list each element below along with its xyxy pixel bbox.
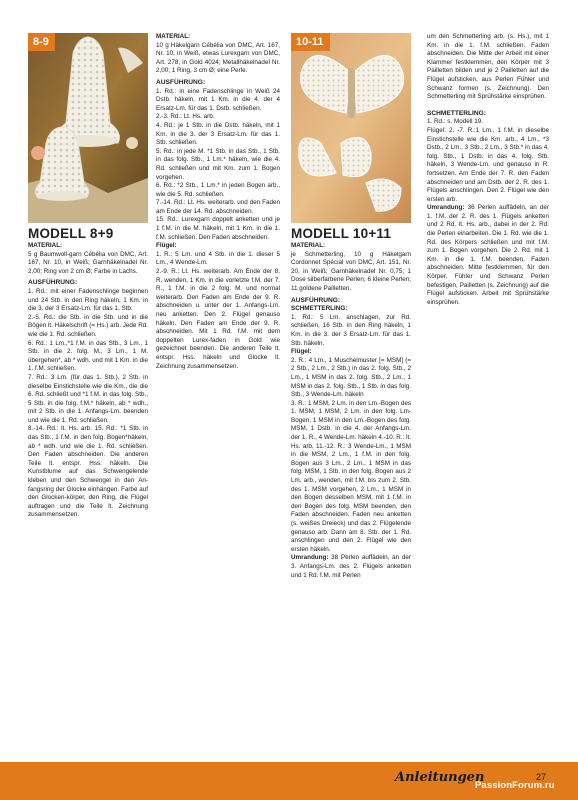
model-title: MODELL 8+9: [28, 226, 114, 241]
section-heading: MATERIAL:: [291, 242, 326, 249]
instruction-paragraph: 2.-5. Rd.: die Stb. in die Stb. und in die Bögen lt. Häkelschrift (= Hs.) arb. Jede Rd. wie die 1. Rd. schließen.: [28, 313, 148, 338]
photo-badge: 10-11: [291, 33, 330, 51]
column-1: [28, 226, 148, 520]
bells-illustration: [28, 33, 148, 223]
section-heading: MATERIAL:: [28, 242, 63, 249]
column-2: [156, 33, 280, 371]
bells-photo: [28, 33, 148, 223]
instruction-paragraph: 2.-3. Rd.: Lt. Hs. arb.: [156, 113, 215, 121]
instruction-paragraph: Flügel: 2. -7. R.:1 Lm., 1 f.M. in dieselbe Einstichstelle wie die Km. arb., 4 Lm., *3 Dstb., 2 Lm., 3 Stb., 2 Lm., 3 Stb.* in das 4. folg. Stb., 1 Dstb. in das 4. folg. Stb. häkeln, 3 Wende-Lm. und genauso in R. fortsetzen. Am Ende der 7. R. den Faden abschneiden und am Dstb. der 2. R. des 1. Flügels anschlingen. Den 2. Flügel wie den ersten arb.: [427, 126, 549, 203]
instruction-paragraph: 15. Rd.: Lurexgarn doppelt anketten und je 1 f.M. in die M. häkeln, mit 1 Km. in die 1. f.M. schließen. Den Faden abschneiden.: [156, 216, 280, 241]
model-title: MODELL 10+11: [291, 226, 392, 241]
instruction-paragraph: 1. Rd.: mit einer Fadenschlinge beginnen und 24 Stb. in den Ring häkeln, 1 Km. in die 3. der 3 Ersatz-Lm. für das 1. Stb.: [28, 287, 148, 313]
instruction-paragraph: 7. Rd.: 3 Lm. (für das 1. Stb.), 2 Stb. in dieselbe Einstichstelle wie die Km., die die 6. Rd. schließt und *1 f.M. in das folg. Stb., 5 Stb. in die folg. f.M.* häkeln, ab * wdh., mit 2 Stb. in die 1. Anfangs-Lm. beenden und wie die 1. Rd. schließen.: [28, 373, 148, 424]
column-3: [291, 226, 411, 580]
instruction-paragraph: 7.-14. Rd.: Lt. Hs. weiterarb. und den Faden am Ende der 14. Rd. abschneiden.: [156, 199, 280, 215]
material-text: 5 g Baumwoll-garn Cébélia von DMC, Art. 167, Nr. 10, in Weiß; Garnhäkelnadel Nr. 2,00; Ring von 2 cm Ø; Farbe in Lachs.: [28, 250, 148, 275]
instruction-paragraph: 2.-9. R.: Lt. Hs. weiterarb. Am Ende der 8. R. wenden, 1 Km. in die vorletzte f.M. der 7. R., 1 f.M. in die 2 folg. M. und normal weiterarb. Den Faden am Ende der 9. R. abschneiden u. unter der 1. Anfangs-Lm. neu anketten. Den 2. Flügel genauso häkeln. Den Faden am Ende der 9. R. abschneiden. Mit 1 Rd. f.M. mit dem doppelten Lurex-faden in Gold wie gezeichnet beenden. Die anderen Teile lt. entspr. Hss. häkeln und Glocke lt. Zeichnung zusammensetzen.: [156, 268, 280, 370]
instruction-paragraph: 2. R.: 4 Lm., 1 Muschelmuster [= MSM] (= 2 Stb., 2 Lm., 2 Stb.) in das 2. folg. Stb., 2 Lm., 1 MSM in das 2. folg. Stb., 2 Lm., 1 MSM in das 2. folg. Stb., 1 Stb. in das folg. Stb., 3 Wende-Lm. häkeln: [291, 356, 411, 399]
page-number: 27: [536, 772, 547, 782]
butterflies-illustration: [291, 33, 411, 223]
instruction-paragraph: 1. Rd.: 5 Lm. anschlagen, zur Rd. schließen, 16 Stb. in den Ring häkeln, 1 Km. in die 3. der 3 Ersatz-Lm. für das 1. Stb. häkeln.: [291, 313, 411, 347]
instruction-paragraph: 4. Rd.: je 1 Stb. in die Dstb. häkeln, mit 1 Km. in die 3. der 3 Ersatz-Lm. für das 1. Stb. schließen.: [156, 121, 280, 147]
instruction-paragraph: 6. Rd.: 1 Lm.,*1 f.M. in das Stb., 3 Lm., 1 Stb. in die 2. folg. M., 3 Lm., 1 M. übergehen*, ab * wdh. und mit 1 Km. in die 1. f.M. schließen.: [28, 339, 148, 373]
inline-text: 36 Perlen auffädeln, an der 1. f.M. der 2. R. des 1. Flügels anketten und 2 Rd. lt. Hs. arb., dabei in der 2. Rd. die Perlen einarbeiten. Die 1. Rd. wie die 1. Rd. des Körpers schließen und mit f.M. zum 1. Bogen vorgehen. Die 2. Rd. mit 1 Km. in die 1. f.M. beenden, Faden abschneiden. Mitte festklemmen, für den Körper, Fühler und Schwanz Perlen befestigen, Pailletten (s. Zeichnung) auf die Flügel aufsticken. Arbeit mit Sprühstärke einsprühen.: [427, 204, 549, 306]
inline-label: Umrandung:: [427, 204, 465, 212]
section-heading: AUSFÜHRUNG:: [291, 296, 341, 304]
instruction-paragraph: 1. Rd.: s. Modell 19.: [427, 118, 483, 126]
section-heading: SCHMETTERLING:: [427, 109, 486, 117]
inline-text: 38 Perlen auffädeln, an der 3. Anfangs-Lm. des 2. Flügels anketten und 1 Rd. f.M. mit Perlen: [291, 554, 411, 579]
section-heading: SCHMETTERLING:: [291, 305, 348, 313]
watermark: PassionForum.ru: [475, 780, 555, 791]
instruction-paragraph: 6. Rd.: *2 Stb., 1 Lm.* in jeden Bogen arb., wie die 5. Rd. schließen.: [156, 182, 280, 198]
material-text: je Schmetterling, 10 g Häkelgarn Cordonnet Spécial von DMC, Art. 151, Nr. 20, in Weiß; Garnhäkelnadel Nr. 0,75; 1 Dose silberfarbene Perlen; 6 kleine Perlen; 11 goldene Pailletten.: [291, 250, 411, 292]
instruction-paragraph: 8.-14. Rd.: lt. Hs. arb. 15. Rd.: *1 Stb. in das Stb., 1 f.M. in den folg. Bogen*häkeln, ab * wdh. und wie die 1. Rd. schließen. Den Faden abschneiden. Die anderen Teile lt. entspr. Hss. häkeln. Die Kunstblume auf das Schwengelende kleben und den Schwengel in den An-fangsring der Glocke einhängen. Farbe auf den Glocken-körper, den Ring, die Flügel auftragen und die Teile lt. Zeichnung zusammensetzen.: [28, 425, 148, 519]
column-4: [427, 33, 549, 307]
instruction-paragraph: 1. R.: 5 Lm. und 4 Stb. in die 1. dieser 5 Lm., 4 Wende-Lm.: [156, 250, 280, 267]
section-heading: AUSFÜHRUNG:: [156, 78, 206, 86]
butterflies-photo: [291, 33, 411, 223]
instruction-paragraph: 5. Rd.: in jede M. *1 Stb. in das Stb., 1 Stb. in das folg. Stb., 1 Lm.* häkeln, wie die 4. Rd. schließen und mit Km. zum 1. Bogen vorgehen.: [156, 147, 280, 181]
section-heading: Flügel:: [291, 348, 312, 356]
instruction-paragraph: 3. R.: 1 MSM, 2 Lm. in den Lm.-Bogen des 1. MSM, 1 MSM, 2 Lm. in den folg. Lm-Bogen, 1 MSM in den Lm.-Bogen des folg. MSM, 1 Dstb. in die 4. der Anfangs-Lm. der 1. R., 4 Wende-Lm. häkeln 4.-10. R.: lt. Hs. arb. 11.-12. R.: 3 Wende-Lm., 1 MSM in die MSM, 2 Lm., 1 f.M. in den folg. Bogen aus 3 Lm., 2 Lm., 1 MSM in das folg. MSM, 1 Stb. in den folg. Bogen aus 2 Lm. arb., wenden, mit f.M. bis zum 2. Stb. des 1. MSM vorgehen, 2 Lm., 1 MSM in den Bogen desselben MSM, mit 1 f.M. in den Bogen des folg. MSM beenden, den Faden abschneiden. Faden neu anketten (s. weißes Dreieck) und das 2. Flügelende genauso arb. Dann am 8. Stb. der 1. Rd. anschlingen und den 2. Flügel wie den ersten häkeln.: [291, 399, 411, 553]
inline-label: Umrandung:: [291, 554, 329, 562]
instruction-paragraph: [427, 204, 549, 307]
instruction-paragraph: um den Schmetterling arb. (s. Hs.), mit 1 Km. in die 1. f.M. schließen. Faden abschneiden. Die Mitte der Arbeit mit einer Klammer festklemmen, den Körper mit 3 Pailletten bilden und je 2 Pailletten auf die Flügel aufsticken, aus Perlen Fühler und Schwanz formen (s. Zeichnung). Den Schmetterling mit Sprühstärke einsprühen.: [427, 33, 549, 101]
instruction-paragraph: 1. Rd.: in eine Fadenschlinge in Weiß 24 Dstb. häkeln, mit 1 Km. in die 4. der 4 Ersatz-Lm. für das 1. Dstb. schließen.: [156, 87, 280, 112]
section-heading: AUSFÜHRUNG:: [28, 279, 78, 287]
photo-badge: 8-9: [28, 33, 55, 51]
section-title: Anleitungen: [395, 770, 485, 785]
material-text: 10 g Häkelgarn Cébélia von DMC, Art. 167, Nr. 10, in Weiß, etwas Lurexgarn von DMC, Art. 278, in Gold 4024; Metallhäkelnadel Nr. 2,00; 1 Ring, 3 cm Ø; eine Perle.: [156, 41, 280, 75]
section-heading: MATERIAL:: [156, 33, 191, 40]
section-heading: Flügel:: [156, 242, 177, 250]
instruction-paragraph: [291, 554, 411, 580]
